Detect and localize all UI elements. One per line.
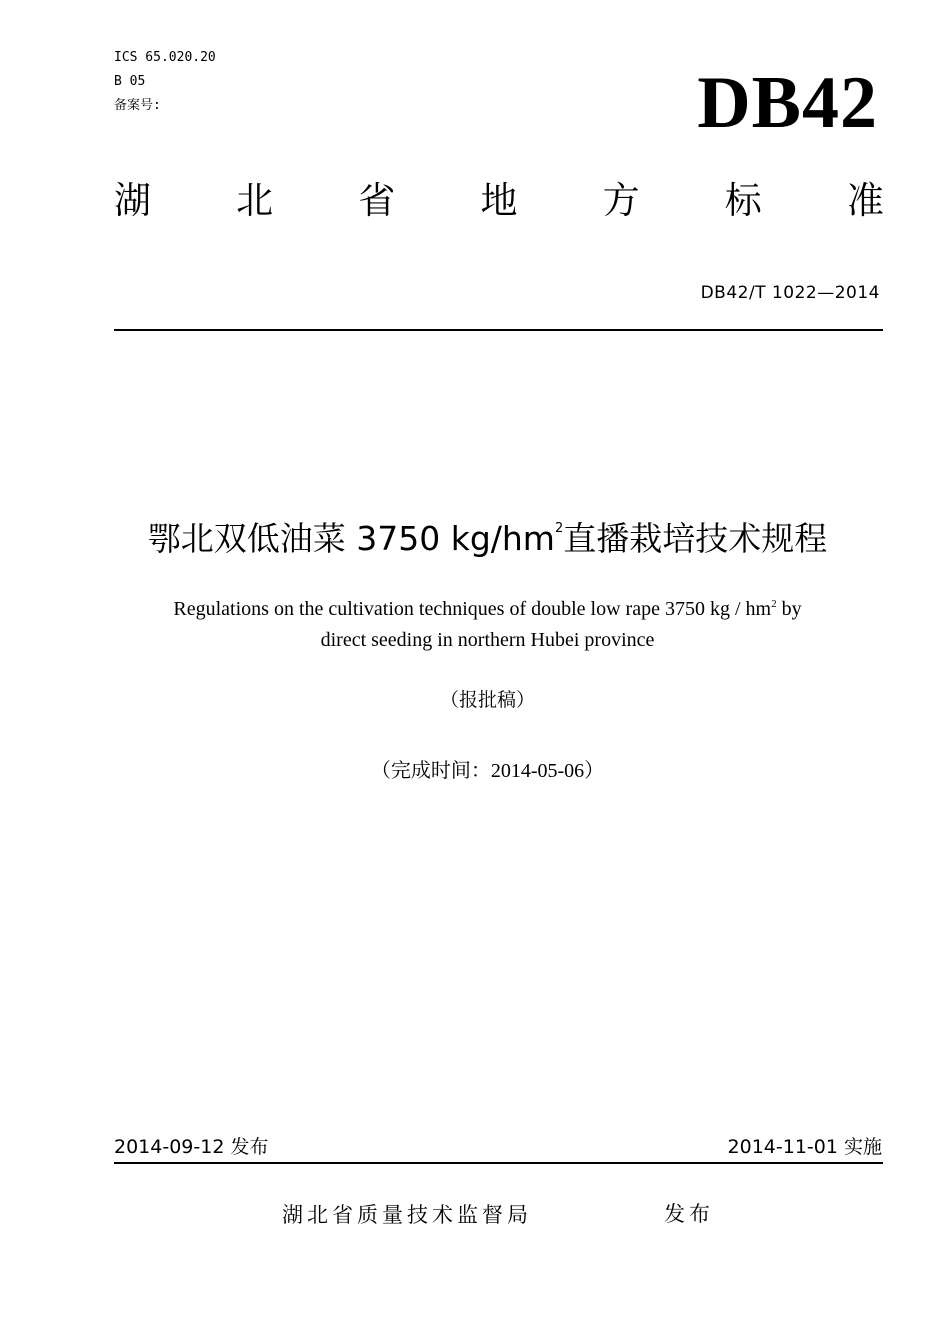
standard-type-char: 标 — [724, 179, 762, 222]
draft-status: （报批稿） — [439, 689, 535, 711]
standard-type-char: 地 — [480, 179, 518, 222]
title-english — [0, 589, 950, 656]
ics-code: ICS 65.020.20 — [114, 50, 216, 65]
issuing-authority: 湖北省质量技术监督局 — [282, 1203, 532, 1227]
issue-label: 发布 — [664, 1202, 714, 1226]
title-chinese — [0, 506, 950, 562]
title-english-line1-main: Regulations on the cultivation techniques of double low rape 3750 kg / hm — [173, 598, 772, 620]
category-code: B 05 — [114, 74, 146, 89]
title-chinese-main: 鄂北双低油菜 3750 kg/hm — [147, 519, 555, 558]
title-chinese-sup: 2 — [554, 521, 564, 536]
title-english-sup: 2 — [771, 598, 777, 610]
standard-code-logo: DB42 — [697, 62, 878, 144]
title-english-line1 — [0, 589, 950, 625]
title-english-line2: direct seeding in northern Hubei province — [320, 629, 655, 651]
filing-number-label: 备案号: — [114, 98, 161, 113]
footer-divider — [114, 1162, 883, 1164]
completion-date: （完成时间：2014-05-06） — [370, 760, 605, 782]
implementation-date: 2014-11-01 实施 — [727, 1136, 882, 1158]
standard-type-char: 省 — [358, 179, 396, 222]
standard-type-char: 湖 — [114, 179, 151, 222]
release-date: 2014-09-12 发布 — [114, 1136, 269, 1158]
header-divider — [114, 329, 883, 331]
title-english-line1-tail: by — [776, 598, 802, 620]
standard-type-char: 方 — [602, 179, 640, 222]
title-chinese-tail: 直播栽培技术规程 — [563, 519, 828, 558]
standard-type-title — [114, 176, 884, 226]
standard-type-char: 北 — [236, 179, 274, 222]
standard-type-char: 准 — [846, 179, 884, 222]
standard-number: DB42/T 1022—2014 — [700, 283, 880, 303]
